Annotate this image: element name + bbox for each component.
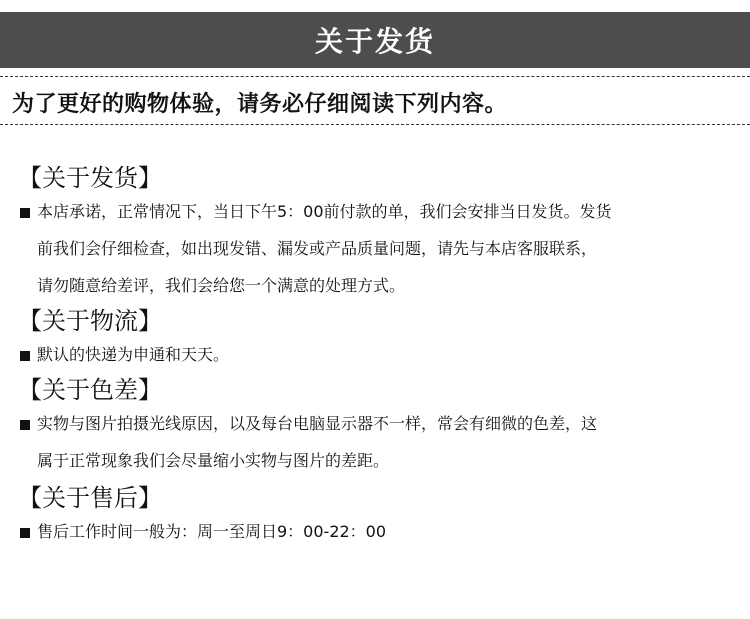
section-logistics [18, 306, 738, 373]
section-after-sales [18, 483, 738, 550]
section-shipping [18, 163, 738, 304]
section-title-after-sales: 【关于售后】 [18, 484, 162, 512]
body-line: 请勿随意给差评，我们会给您一个满意的处理方式。 [37, 276, 406, 295]
body-line: 前我们会仔细检查，如出现发错、漏发或产品质量问题，请先与本店客服联系， [37, 239, 598, 258]
square-bullet-icon [20, 528, 30, 538]
body-line: 售后工作时间一般为：周一至周日9：00-22：00 [37, 522, 387, 541]
page-title: 关于发货 [314, 25, 435, 58]
body-line: 属于正常现象我们会尽量缩小实物与图片的差距。 [37, 451, 390, 470]
body-line: 本店承诺，正常情况下，当日下午5：00前付款的单，我们会安排当日发货。发货 [37, 202, 612, 221]
square-bullet-icon [20, 420, 30, 430]
section-body-after-sales [18, 513, 738, 550]
section-body-color-difference [18, 405, 738, 479]
section-body-shipping [18, 193, 738, 304]
section-body-logistics [18, 336, 738, 373]
body-line: 实物与图片拍摄光线原因，以及每台电脑显示器不一样，常会有细微的色差，这 [37, 414, 598, 433]
section-title-shipping: 【关于发货】 [18, 164, 162, 192]
header-bar [0, 12, 750, 68]
dashed-divider-bottom [0, 124, 750, 125]
square-bullet-icon [20, 208, 30, 218]
square-bullet-icon [20, 351, 30, 361]
section-color-difference [18, 375, 738, 479]
notice-text: 为了更好的购物体验，请务必仔细阅读下列内容。 [12, 92, 508, 117]
section-title-color-difference: 【关于色差】 [18, 376, 162, 404]
section-title-logistics: 【关于物流】 [18, 307, 162, 335]
dashed-divider-top [0, 76, 750, 77]
body-line: 默认的快递为申通和天天。 [37, 345, 230, 364]
